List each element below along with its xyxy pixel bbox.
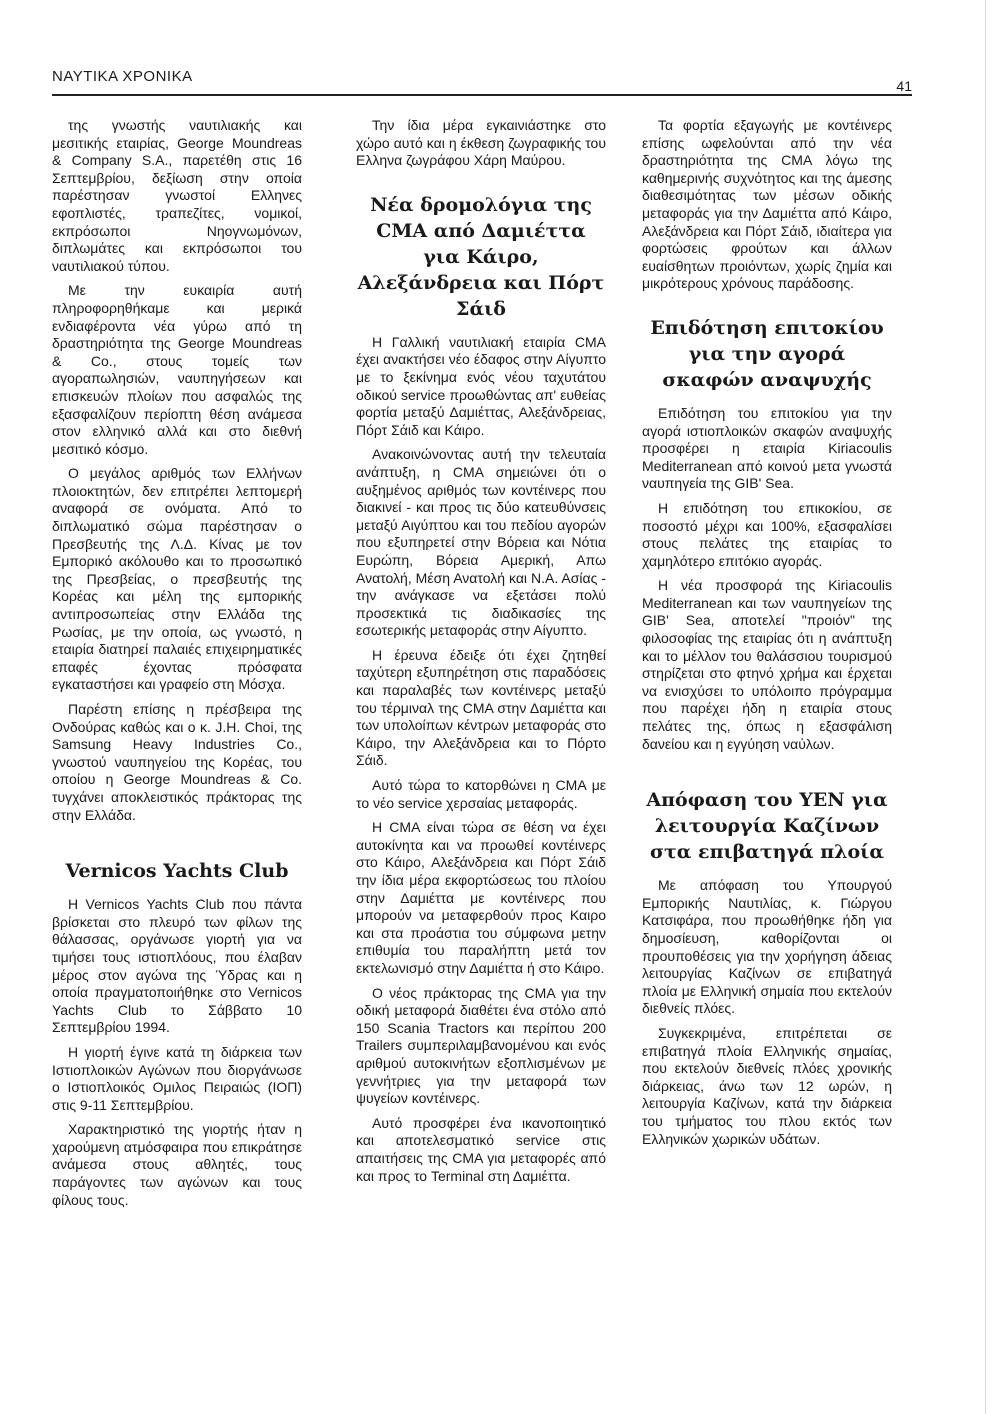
heading-casino-decision: Απόφαση του ΥΕΝ για λειτουργία Καζίνων στα επιβατηγά πλοία (646, 789, 888, 864)
article-paragraph: Ο μεγάλος αριθμός των Ελλήνων πλοιοκτητών, δεν επιτρέπει λεπτομερή αναφορά σε ονόματα. Από το διπλωματικό σώμα παρέστησαν ο Πρεσβευτής της Λ.Δ. Κίνας με τον Εμπορικό ακόλουθο και το προσωπικό της Πρεσβείας, ο πρεσβευτής της Κορέας και μέλη της εμπορικής αντιπροσωπείας στην Ελλάδα της Ρωσίας, με την οποία, ως γνωστό, η εταιρία διατηρεί παλαιές επιχειρηματικές επαφές έχοντας πρόσφατα εγκαταστήσει και γραφείο στη Μόσχα. (52, 465, 302, 693)
heading-cma-routes: Νέα δρομολόγια της CMA από Δαμιέττα για Κάιρο, Αλεξάνδρεια και Πόρτ Σάιδ (357, 193, 605, 320)
column-3 (642, 117, 892, 1155)
article-paragraph: Ανακοινώνοντας αυτή την τελευταία ανάπτυξη, η CMA σημειώνει ότι ο αυξημένος αριθμός των κοντέινερς που διακινεί - και προς τις δύο κατευθύνσεις μεταξύ Αιγύπτου και του πεδίου αγορών που εξυπηρετεί στην Βόρεια και Νότια Ευρώπη, Βόρεια Αμερική, Απω Ανατολή, Μέση Ανατολή και Ν.Α. Ασίας - την ανάγκασε να εξετάσει πολύ προσεκτικά τις διαδικασίες της εσωτερικής μεταφοράς στην Αίγυπτο. (356, 446, 606, 639)
article-paragraph: Την ίδια μέρα εγκαινιάστηκε στο χώρο αυτό και η έκθεση ζωγραφικής του Ελληνα ζωγράφου Χάρη Μαύρου. (356, 117, 606, 169)
article-paragraph: Αυτό τώρα το κατορθώνει η CMA με το νέο service χερσαίας μεταφοράς. (356, 777, 606, 811)
page-number: 41 (896, 78, 912, 94)
article-paragraph: Η επιδότηση του επικοκίου, σε ποσοστό μέχρι και 100%, εξασφαλίσει στους πελάτες της εταιρίας το χαμηλότερο επιτόκιο αγοράς. (642, 499, 892, 569)
article-paragraph: της γνωστής ναυτιλιακής και μεσιτικής εταιρίας, George Moundreas & Company S.A., παρετέθη στις 16 Σεπτεμβρίου, δεξίωση στην οποία παρέστησαν γνωστοί Ελληνες εφοπλιστές, τραπεζίτες, νομικοί, εκπρόσωποι Νηογνωμόνων, διπλωμάτες και εκπρόσωποι του ναυτιλιακού τύπου. (52, 117, 302, 274)
heading-interest-subsidy: Επιδότηση επιτοκίου για την αγορά σκαφών αναψυχής (650, 316, 884, 391)
article-paragraph: Χαρακτηριστικό της γιορτής ήταν η χαρούμενη ατμόσφαιρα που επικράτησε ανάμεσα στους αθλητές, τους παράγοντες των αγώνων και τους φίλους τους. (52, 1121, 302, 1208)
column-2 (356, 117, 606, 1192)
article-paragraph: Η έρευνα έδειξε ότι έχει ζητηθεί ταχύτερη εξυπηρέτηση στις παραδόσεις και παραλαβές των κοντέινερς μεταξύ του τέρμιναλ της CMA στην Δαμιέττα και των υπολοίπων κέντρων μεταφοράς στο Κάιρο, την Αλεξάνδρεια και το Πόρτο Σάιδ. (356, 646, 606, 769)
article-paragraph: Με την ευκαιρία αυτή πληροφορηθήκαμε και μερικά ενδιαφέροντα νέα γύρω από τη δραστηριότητα της George Moundreas & Co., στους τομείς των αγοραπωλησιών, ναυπηγήσεων και επισκευών πλοίων που ασφαλώς της εξασφαλίζουν περίοπτη θέση ανάμεσα στον ελληνικό αλλά και στο διεθνή μεσιτικό κόσμο. (52, 282, 302, 457)
page-edge-line (985, 0, 986, 1414)
header-rule (52, 94, 912, 96)
heading-vernicos-yachts-club: Vernicos Yachts Club (65, 860, 289, 883)
article-paragraph: Η γιορτή έγινε κατά τη διάρκεια των Ιστιοπλοικών Αγώνων που διοργάνωσε ο Ιστιοπλοικός Ομιλος Πειραιώς (ΙΟΠ) στις 9-11 Σεπτεμβρίου. (52, 1043, 302, 1113)
article-paragraph: Παρέστη επίσης η πρέσβειρα της Ονδούρας καθώς και ο κ. J.H. Choi, της Samsung Heavy Industries Co., γνωστού ναυπηγείου της Κορέας, του οποίου η George Moundreas & Co. τυγχάνει αποκλειστικός πράκτορας της στην Ελλάδα. (52, 701, 302, 823)
article-paragraph: Η Γαλλική ναυτιλιακή εταιρία CMA έχει ανακτήσει νέο έδαφος στην Αίγυπτο με το ξεκίνημα ενός νέου ταχυτάτου οδικού service προωθώντας απ' ευθείας φορτία μεταξύ Δαμιέττας, Αλεξάνδρειας, Πόρτ Σάιδ και Κάιρο. (356, 333, 606, 438)
magazine-title: ΝΑΥΤΙΚΑ ΧΡΟΝΙΚΑ (52, 68, 193, 85)
article-paragraph: Τα φορτία εξαγωγής με κοντέινερς επίσης ωφελούνται από την νέα δραστηριότητα της CMA λόγω της καθημερινής συχνότητος και της άμεσης διαθεσιμότητας των μέσων οδικής μεταφοράς για την Δαμιέττα από Κάιρο, Αλεξάνδρεια και Πόρτ Σάιδ, ιδιαίτερα για φορτώσεις φρούτων και άλλων ευαίσθητων προιόντων, χωρίς ζημία και μικρότερους χρόνους παράδοσης. (642, 117, 892, 292)
column-1 (52, 117, 302, 1216)
page-header (52, 64, 912, 94)
article-paragraph: Επιδότηση του επιτοκίου για την αγορά ιστιοπλοικών σκαφών αναψυχής προσφέρει η εταιρία Kiriacoulis Mediterranean από κοινού μετα γνωστά ναυπηγεία της GIB' Sea. (642, 404, 892, 492)
article-paragraph: Ο νέος πράκτορας της CMA για την οδική μεταφορά διαθέτει ένα στόλο από 150 Scania Tractors και περίπου 200 Trailers συμπεριλαμβανομένου και ενός αριθμού αυτοκινήτων εξοπλισμένων με γεννήτριες για την μεταφορά των ψυγείων κοντέινερς. (356, 984, 606, 1107)
article-paragraph: Αυτό προσφέρει ένα ικανοποιητικό και αποτελεσματικό service στις απαιτήσεις της CMA για μεταφορές από και προς το Terminal στη Δαμιέττα. (356, 1114, 606, 1184)
article-paragraph: Η νέα προσφορά της Kiriacoulis Mediterranean και των ναυπηγείων της GIB' Sea, αποτελεί "προιόν" της φιλοσοφίας της εταιρίας ότι η ανάπτυξη και το μέλλον του θαλάσσιου τουρισμού στηρίζεται στο φτηνό χρήμα και έρχεται να ενισχύσει το υπόλοιπο πρόγραμμα που παρέχει ήδη η εταιρία στους πελάτες της, όπως η εξασφάλιση δανείου και η εγγύηση ναύλων. (642, 577, 892, 752)
article-paragraph: Με απόφαση του Υπουργού Εμπορικής Ναυτιλίας, κ. Γιώργου Κατσιφάρα, που προωθήθηκε ήδη για δημοσίευση, καθορίζονται οι προυποθέσεις για την χορήγηση άδειας λειτουργίας Καζίνων σε επιβατηγά πλοία με Ελληνική σημαία που εκτελούν διεθνείς πλόες. (642, 877, 892, 1017)
article-paragraph: Η Vernicos Yachts Club που πάντα βρίσκεται στο πλευρό των φίλων της θάλασσας, οργάνωσε γιορτή για να τιμήσει τους ιστιοπλόους, που έλαβαν μέρος στον αγώνα της Ύδρας και η οποία πραγματοποιήθηκε στο Vernicos Yachts Club το Σάββατο 10 Σεπτεμβρίου 1994. (52, 896, 302, 1036)
article-paragraph: Η CMA είναι τώρα σε θέση να έχει αυτοκίνητα και να προωθεί κοντέινερς στο Κάιρο, Αλεξάνδρεια και Πόρτ Σάιδ την ίδια μέρα εκφορτώσεως του πλοίου στην Δαμιέττα με κοντέινερς που μπορούν να μεταφερθούν προς Καιρο και στα προάστια του σύμφωνα μετην επιθυμία του παραλήπτη μετά τον εκτελωνισμό στην Δαμιέττα ή στο Κάιρο. (356, 819, 606, 976)
article-paragraph: Συγκεκριμένα, επιτρέπεται σε επιβατηγά πλοία Ελληνικής σημαίας, που εκτελούν διεθνείς πλόες χρονικής διάρκειας, άνω των 12 ωρών, η λειτουργία Καζίνων, κατά την διάρκεια του τμήματος του πλου εκτός των Ελληνικών χωρικών υδάτων. (642, 1024, 892, 1147)
